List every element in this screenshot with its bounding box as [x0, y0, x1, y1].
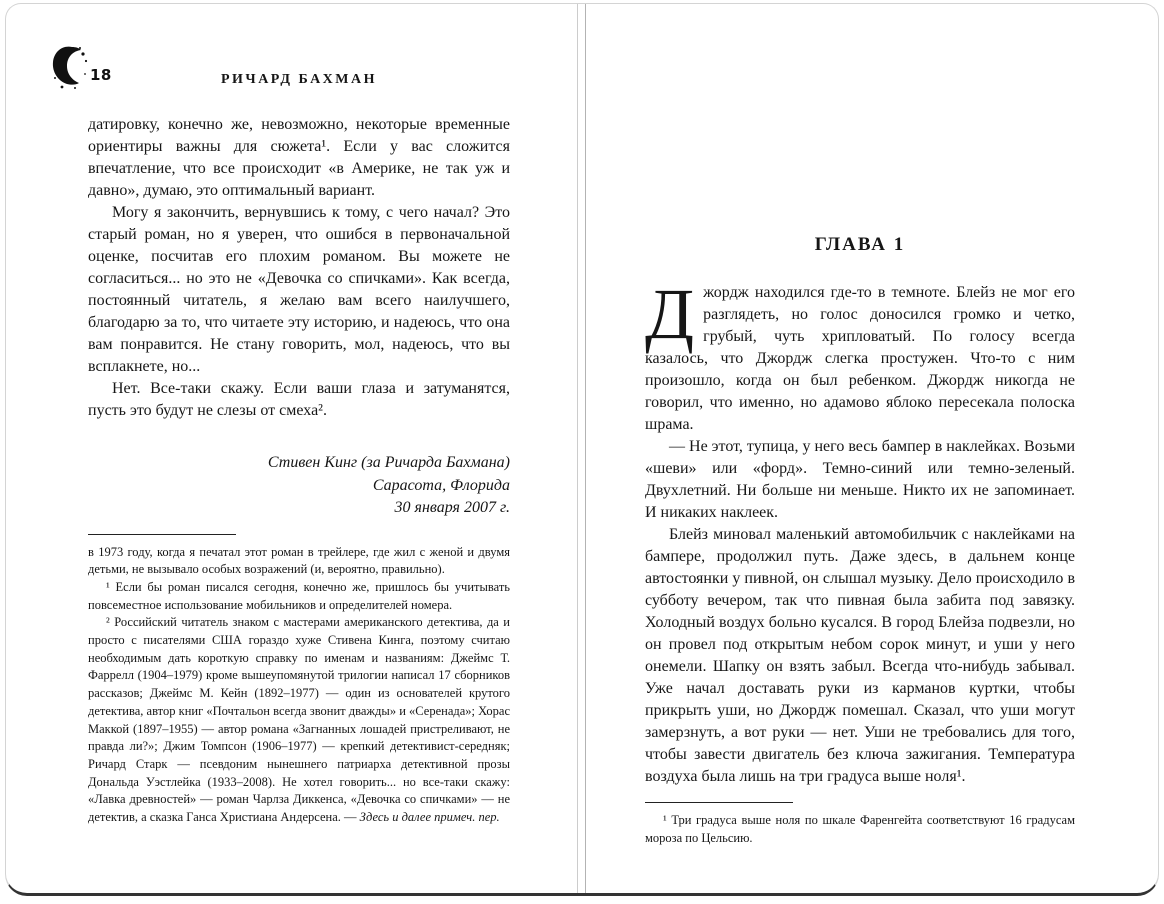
chapter-title: ГЛАВА 1 — [814, 234, 906, 255]
footnote-rule — [88, 534, 236, 535]
paragraph: Могу я закончить, вернувшись к тому, с чего начал? Это старый роман, но я уверен, что ошибся в первоначальной оценке, посчитав его плохим романом. Вы можете не согласиться... но это не «Девочка со спичками». Как всегда, постоянный читатель, я желаю вам всего наилучшего, благодарю за то, что читаете эту историю, и надеюсь, что она вам понравится. Не стану говорить, мол, надеюсь, что вы всплакнете, но... — [88, 204, 510, 375]
translator-note: Здесь и далее примеч. пер. — [359, 810, 500, 825]
paragraph: Джордж находился где-то в темноте. Блейз не мог его разглядеть, но голос доносился громко и четко, грубый, чуть хрипловатый. По голосу всегда казалось, что Джордж слегка простужен. Что-то с ним произошло, когда он был ребенком. Джордж никогда не говорил, что именно, но адамово яблоко пересекала полоска шрама. — [645, 274, 1075, 433]
ink-splat-ornament — [50, 44, 116, 98]
paragraph: — Не этот, тупица, у него весь бампер в наклейках. Возьми «шеви» или «форд». Темно-синий или темно-зеленый. Двухлетний. Ни больше ни меньше. Никто их не запоминает. И никаких наклеек. — [645, 438, 1075, 521]
signature-block — [88, 452, 510, 520]
footnote: в 1973 году, когда я печатал этот роман в трейлере, где жил с женой и двумя детьми, не вызывало особых возражений (и, вероятно, правильно). — [88, 544, 510, 577]
paragraph: датировку, конечно же, невозможно, некоторые временные ориентиры важны для сюжета¹. Если у вас сложится впечатление, что все происходит «в Америке, не так уж и давно», думаю, это оптимальный вариант. — [88, 116, 510, 199]
footnote-rule — [645, 802, 793, 803]
right-footnotes — [645, 812, 1075, 847]
right-body-text — [645, 274, 1075, 788]
ink-splat-icon — [50, 77, 90, 94]
right-page — [585, 0, 1164, 904]
signature-line: Стивен Кинг (за Ричарда Бахмана) — [267, 454, 510, 471]
running-head: РИЧАРД БАХМАН — [220, 72, 378, 87]
paragraph: Блейз миновал маленький автомобильчик с наклейками на бампере, продолжил путь. Даже здесь, в дальнем конце автостоянки у пивной, он слышал музыку. Дело происходило в субботу вечером, так что пивная была забита под завязку. Холодный воздух больно кусался. В город Блейза подвезли, но он провел под открытым небом сорок минут, и уши у него онемели. Шапку он взять забыл. Всегда что-нибудь забывал. Уже начал доставать руки из карманов куртки, чтобы прикрыть уши, но Джордж помешал. Сказал, что уши могут замерзнуть, а вот руки — нет. Уши не требовались для того, чтобы завести двигатель без ключа зажигания. Температура воздуха была лишь на три градуса выше ноля¹. — [645, 526, 1075, 785]
footnote: ¹ Три градуса выше ноля по шкале Фаренгейта соответствуют 16 градусам мороза по Цельсию. — [645, 813, 1075, 845]
page-number: 18 — [90, 66, 112, 84]
paragraph: Нет. Все-таки скажу. Если ваши глаза и затуманятся, пусть это будут не слезы от смеха². — [88, 380, 510, 419]
drop-cap: Д — [645, 274, 695, 354]
footnote: ² Российский читатель знаком с мастерами американского детектива, да и просто с писателями США гораздо хуже Стивена Кинга, поэтому считаю необходимым дать короткую справку по именам и названиям: Джеймс Т. Фаррелл (1904–1979) кроме вышеупомянутой трилогии написал 17 сборников рассказов; Джеймс М. Кейн (1892–1977) — один из основателей крутого детектива, автор книг «Почтальон всегда звонит дважды» и «Серенада»; Хорас Маккой (1897–1955) — автор романа «Загнанных лошадей пристреливают, не правда ли?»; Джим Томпсон (1906–1977) — крепкий детективист-середняк; Ричард Старк — псевдоним нынешнего патриарха детективной прозы Дональда Уэстлейка (1933–2008). Не хотел говорить... но все-таки скажу: «Лавка древностей» — роман Чарлза Диккенса, «Девочка со спичками» — не детектив, а сказка Ганса Христиана Андерсена. — Здесь и далее примеч. пер. — [88, 615, 510, 825]
footnote: ¹ Если бы роман писался сегодня, конечно же, пришлось бы учитывать повсеместное использование мобильников и определителей номера. — [88, 579, 510, 612]
left-body-text — [88, 114, 510, 422]
signature-line: Сарасота, Флорида — [372, 476, 510, 494]
left-page — [0, 0, 578, 904]
signature-line: 30 января 2007 г. — [394, 499, 510, 516]
left-footnotes — [88, 544, 510, 827]
